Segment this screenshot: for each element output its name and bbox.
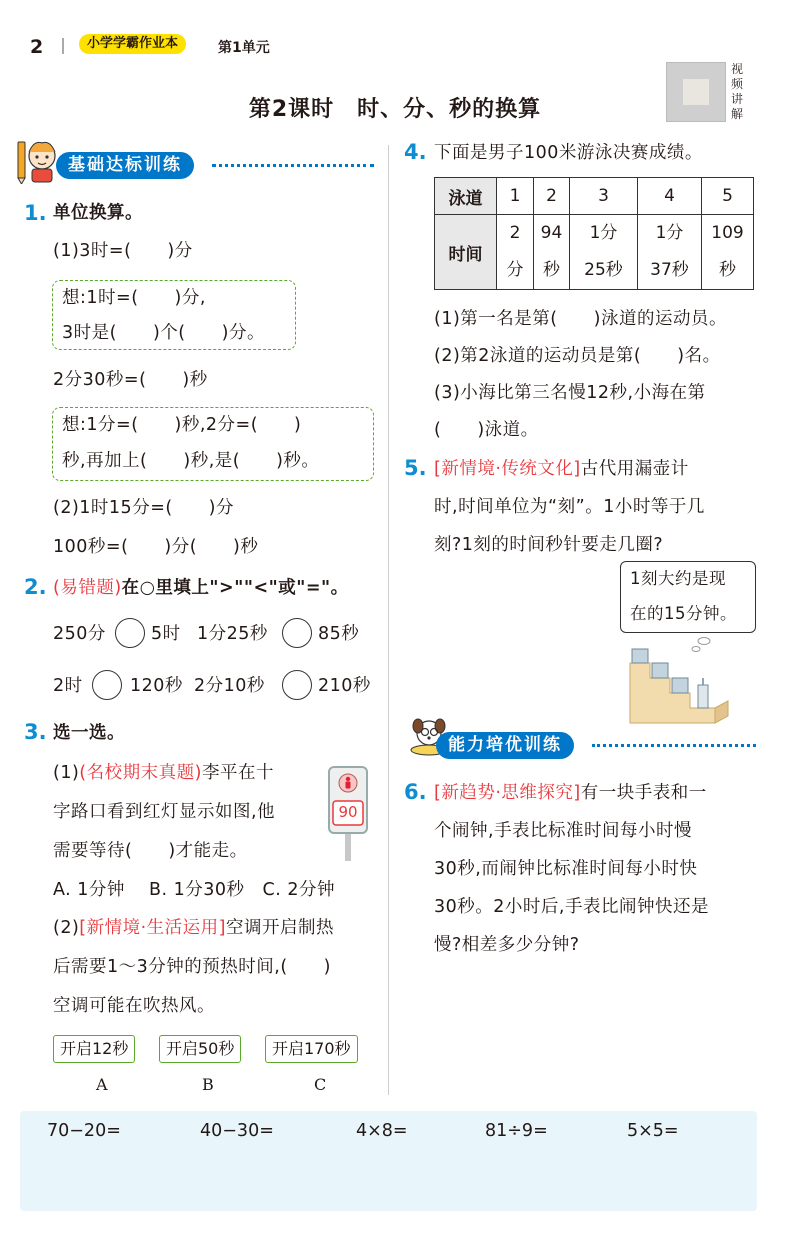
time-5-b: 秒: [719, 260, 736, 280]
q3-part1-prefix: (1): [53, 763, 80, 783]
lane-3: 3: [570, 178, 638, 215]
q3-part1-line2: 字路口看到红灯显示如图,他: [53, 802, 276, 822]
q1-hint1-line2: 3时是( )个( )分。: [62, 323, 265, 343]
page-title: 第2课时 时、分、秒的换算: [248, 97, 542, 122]
q5-tip-line1: 1刻大约是现: [630, 569, 726, 588]
time-3-a: 1分: [589, 223, 618, 243]
lane-1: 1: [497, 178, 534, 215]
unit-label: 第1单元: [218, 40, 270, 56]
q6-line1: 有一块手表和一: [580, 783, 707, 803]
q4-sub3-line2: ( )泳道。: [434, 420, 539, 440]
q1-title: 单位换算。: [53, 203, 143, 223]
series-badge: 小学学霸作业本: [79, 34, 186, 54]
lane-5: 5: [702, 178, 754, 215]
q6-line5: 慢?相差多少分钟?: [434, 935, 580, 955]
q1-part4: 100秒=( )分( )秒: [53, 537, 259, 557]
traffic-light: [327, 765, 369, 861]
option-a-box[interactable]: 开启12秒: [53, 1035, 135, 1063]
q3-part2-line2: 后需要1～3分钟的预热时间,( ): [53, 957, 331, 977]
q5-tip-line2: 在的15分钟。: [630, 604, 737, 623]
qr-code-icon[interactable]: [666, 62, 726, 122]
q3-part2-tag: [新情境·生活运用]: [79, 918, 227, 938]
q5-line1: 古代用漏壶计: [580, 459, 689, 479]
q3-part1-line3: 需要等待( )才能走。: [53, 841, 248, 861]
q1-hint2-line2: 秒,再加上( )秒,是( )秒。: [62, 451, 320, 471]
q2-item1-right: 5时: [151, 624, 181, 644]
time-5-a: 109: [711, 223, 744, 243]
arith-item-5: 5×5=: [627, 1121, 679, 1141]
q5-tag: [新情境·传统文化]: [434, 459, 581, 479]
option-c-letter: C: [314, 1075, 327, 1094]
time-1-b: 分: [506, 260, 524, 280]
section-advanced-title: 能力培优训练: [436, 732, 574, 759]
q1-part3: (2)1时15分=( )分: [53, 498, 235, 518]
option-b-box[interactable]: 开启50秒: [159, 1035, 241, 1063]
column-divider: [388, 145, 389, 1095]
q4-sub2: (2)第2泳道的运动员是第( )名。: [434, 346, 721, 366]
q5-number: 5.: [404, 456, 427, 480]
q2-item4-right: 210秒: [318, 676, 371, 696]
q3-number: 3.: [24, 720, 47, 744]
time-4-a: 1分: [655, 223, 684, 243]
q2-item3-left: 2时: [53, 676, 83, 696]
table-header-lane: 泳道: [435, 178, 497, 215]
q4-number: 4.: [404, 140, 427, 164]
q6-line3: 30秒,而闹钟比标准时间每小时快: [434, 859, 698, 879]
q5-line2: 时,时间单位为“刻”。1小时等于几: [434, 497, 705, 517]
traffic-light-countdown: 90: [338, 803, 358, 821]
compare-circle-1[interactable]: [115, 618, 145, 648]
option-a-letter: A: [96, 1075, 108, 1094]
q3-part2-prefix: (2): [53, 918, 80, 938]
time-2-a: 94: [540, 223, 563, 243]
q2-item4-left: 2分10秒: [194, 676, 265, 696]
option-c-box[interactable]: 开启170秒: [265, 1035, 358, 1063]
q2-item2-right: 85秒: [318, 624, 360, 644]
time-3-b: 25秒: [584, 260, 623, 280]
lane-4: 4: [638, 178, 702, 215]
arith-item-4: 81÷9=: [485, 1121, 548, 1141]
page-number: 2: [30, 36, 44, 58]
q1-hint2-line1: 想:1分=( )秒,2分=( ): [62, 415, 302, 435]
time-2-b: 秒: [543, 260, 560, 280]
table-header-time: 时间: [435, 215, 497, 290]
q2-item3-right: 120秒: [130, 676, 183, 696]
q3-title: 选一选。: [53, 723, 125, 743]
q2-title: 在○里填上">""<"或"="。: [121, 578, 349, 598]
time-1-a: 2: [509, 223, 521, 243]
q2-item1-left: 250分: [53, 624, 106, 644]
q2-item2-left: 1分25秒: [197, 624, 268, 644]
qr-label: 视频讲解: [730, 62, 743, 121]
q3-choices: A. 1分钟 B. 1分30秒 C. 2分钟: [53, 880, 335, 900]
q4-title: 下面是男子100米游泳决赛成绩。: [434, 143, 703, 163]
q4-sub1: (1)第一名是第( )泳道的运动员。: [434, 309, 727, 329]
results-table: [434, 177, 754, 290]
time-4-b: 37秒: [650, 260, 689, 280]
q3-part1-tag: (名校期末真题): [79, 763, 202, 783]
section-basic-dots: [212, 164, 374, 167]
q6-number: 6.: [404, 780, 427, 804]
arith-item-1: 70−20=: [47, 1121, 121, 1141]
lane-2: 2: [534, 178, 570, 215]
q1-part1: (1)3时=( )分: [53, 241, 193, 261]
compare-circle-4[interactable]: [282, 670, 312, 700]
q3-part2-line3: 空调可能在吹热风。: [53, 996, 215, 1016]
q6-line2: 个闹钟,手表比标准时间每小时慢: [434, 821, 693, 841]
q1-part2: 2分30秒=( )秒: [53, 370, 208, 390]
q6-tag: [新趋势·思维探究]: [434, 783, 581, 803]
section-basic-title: 基础达标训练: [56, 152, 194, 179]
compare-circle-3[interactable]: [92, 670, 122, 700]
q1-hint1-line1: 想:1时=( )分,: [62, 288, 206, 308]
option-b-letter: B: [202, 1075, 214, 1094]
arith-item-2: 40−30=: [200, 1121, 274, 1141]
arith-item-3: 4×8=: [356, 1121, 408, 1141]
q3-part1-line1: 李平在十: [201, 763, 274, 783]
compare-circle-2[interactable]: [282, 618, 312, 648]
q4-sub3-line1: (3)小海比第三名慢12秒,小海在第: [434, 383, 706, 403]
q2-number: 2.: [24, 575, 47, 599]
water-clock-icon: [620, 633, 740, 728]
q2-tag: (易错题): [53, 578, 122, 598]
section-advanced-dots: [592, 744, 756, 747]
header-separator: [62, 38, 64, 54]
q6-line4: 30秒。2小时后,手表比闹钟快还是: [434, 897, 709, 917]
q1-number: 1.: [24, 201, 47, 225]
q5-line3: 刻?1刻的时间秒针要走几圈?: [434, 535, 664, 555]
student-pencil-icon: [16, 136, 60, 184]
q3-part2-line1: 空调开启制热: [226, 918, 335, 938]
